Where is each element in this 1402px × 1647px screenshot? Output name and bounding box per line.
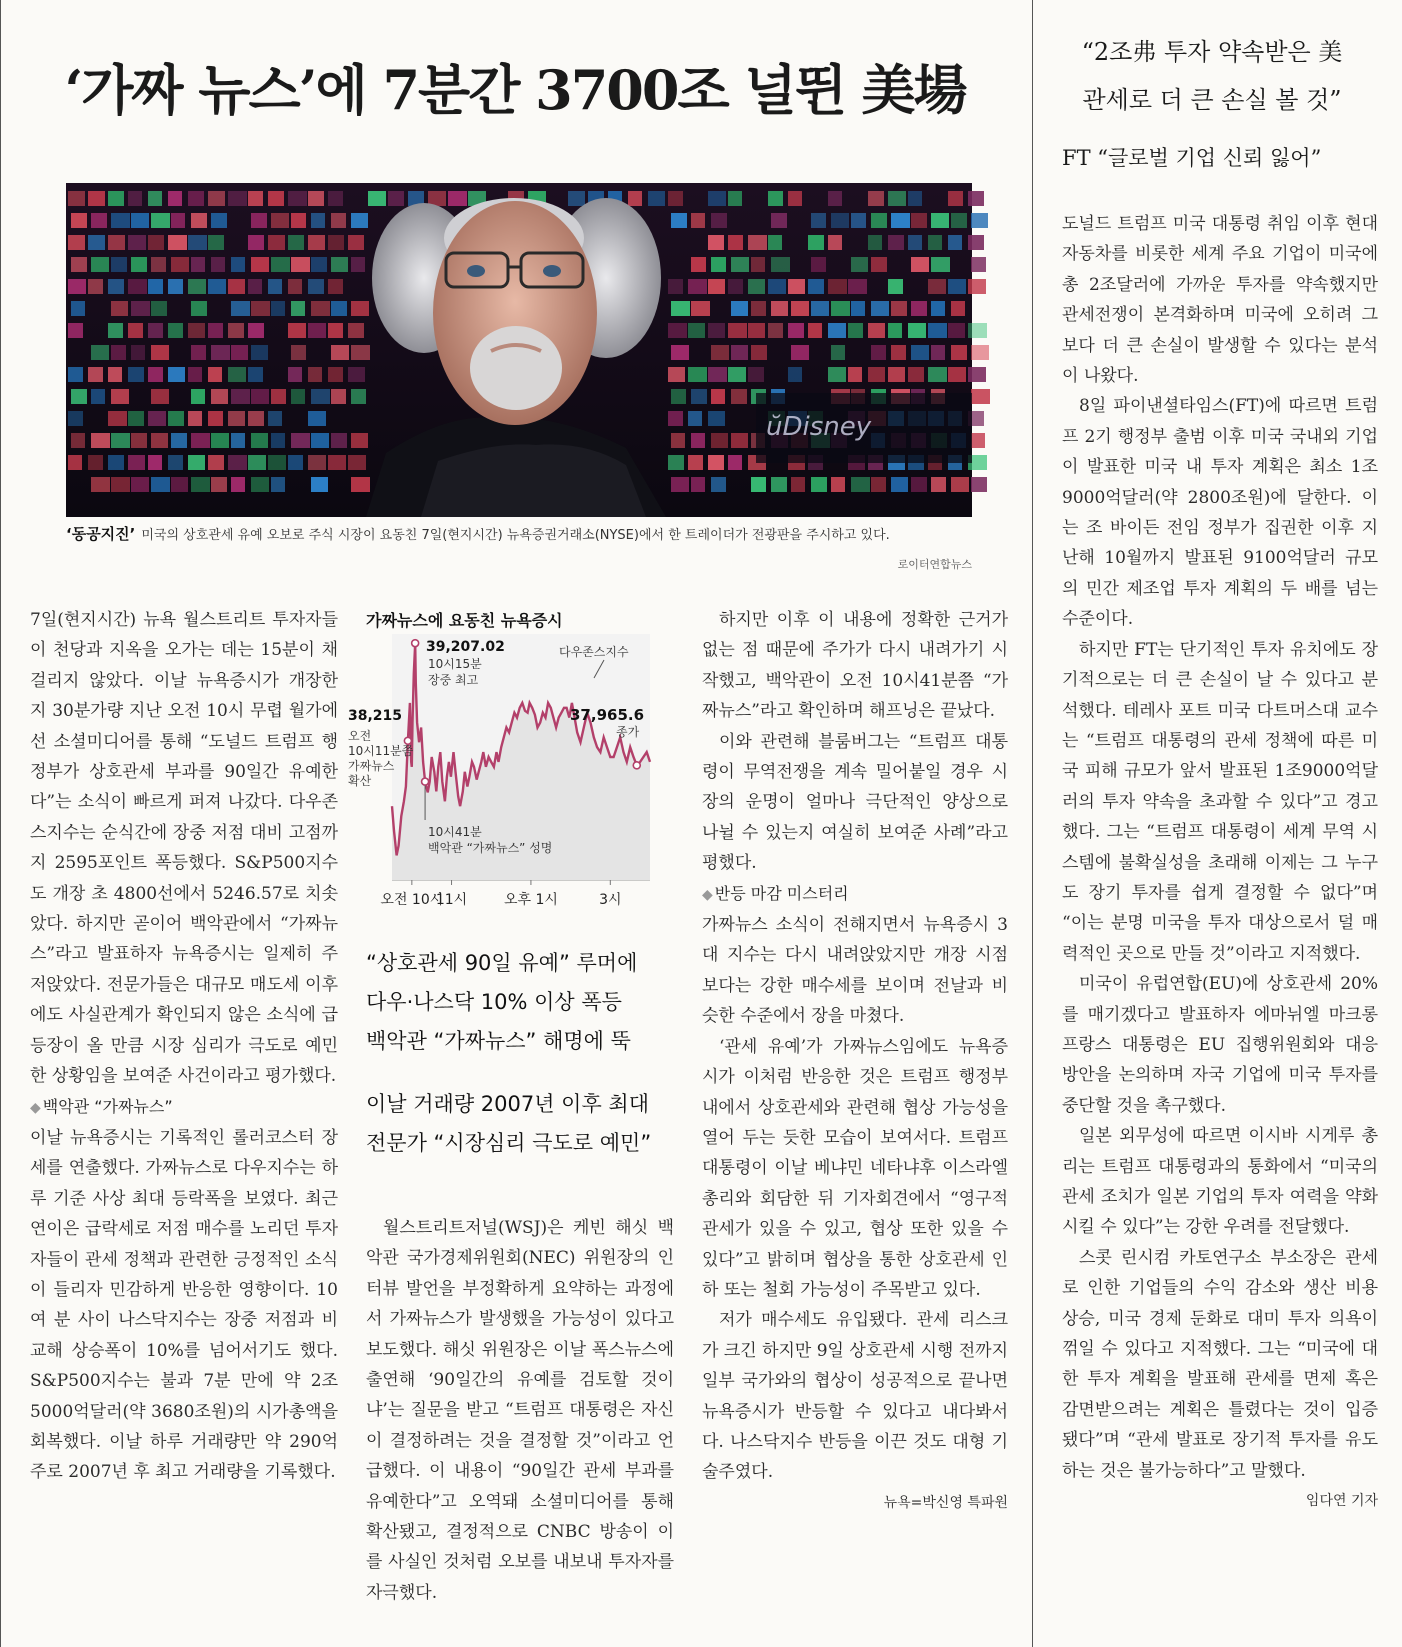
- headline: ‘가짜 뉴스’에 7분간 3700조 널뛴 美場: [64, 58, 966, 122]
- article-paragraph: 하지만 이후 이 내용에 정확한 근거가 없는 점 때문에 주가가 다시 내려가기 시작했고, 백악관이 오전 10시41분쯤 “가짜뉴스”라고 확인하며 해프닝은 끝났다.: [702, 610, 1008, 722]
- article-paragraph: 이날 뉴욕증시는 기록적인 롤러코스터 장세를 연출했다. 가짜뉴스로 다우지수는 하루 기준 사상 최대 등락폭을 보였다. 최근 연이은 급락세로 저점 매수를 노리던 투자자들이 관세 정책과 관련한 긍정적인 소식이 들리자 민감하게 반응한 영향이다. 10여 분 사이 나스닥지수는 장중 저점과 비교해 상승폭이 10%를 넘어서기도 했다. S&P500지수는 불과 7분 만에 약 2조5000억달러(약 3680조원)의 시가총액을 회복했다. 이날 하루 거래량만 약 290억 주로 2007년 후 최고 거래량을 기록했다.: [30, 1127, 338, 1483]
- article-paragraph: 일본 외무성에 따르면 이시바 시게루 총리는 트럼프 대통령과의 통화에서 “미국의 관세 조치가 일본 기업의 투자 여력을 약화시킬 수 있다”는 강한 우려를 전달했다.: [1062, 1126, 1378, 1238]
- dow-chart: [348, 630, 684, 924]
- diamond-icon: ◆: [30, 1099, 41, 1116]
- side-subheadline: FT “글로벌 기업 신뢰 잃어”: [1062, 146, 1322, 170]
- article-paragraph: 월스트리트저널(WSJ)은 케빈 해싯 백악관 국가경제위원회(NEC) 위원장의 인터뷰 발언을 부정확하게 요약하는 과정에서 가짜뉴스가 발생했을 가능성이 있다고 보도했다. 해싯 위원장은 이날 폭스뉴스에 출연해 ‘90일간의 유예를 검토할 것이냐’는 질문을 받고 “트럼프 대통령은 자신이 결정하려는 것을 결정할 것”이라고 언급했다. 이 내용이 “90일간 관세 부과를 유예한다”고 오역돼 소셜미디어를 통해 확산됐고, 결정적으로 CNBC 방송이 이를 사실인 것처럼 오보를 내보내 투자자를 자극했다.: [366, 1218, 674, 1603]
- byline: 뉴욕=박신영 특파원: [883, 1494, 1008, 1511]
- column-divider: [1032, 0, 1033, 1647]
- deck-line: 다우·나스닥 10% 이상 폭등: [366, 990, 622, 1014]
- diamond-icon: ◆: [702, 886, 713, 903]
- rumor-value-label: 38,215: [348, 708, 403, 724]
- chart-data-point: [412, 640, 419, 647]
- close-note-label: 종가: [616, 725, 640, 739]
- subheadline-deck: [366, 944, 686, 1163]
- x-tick-label: 오후 1시: [503, 892, 558, 908]
- article-paragraph: 스콧 린시컴 카토연구소 부소장은 관세로 인한 기업들의 수익 감소와 생산 비용 상승, 미국 경제 둔화로 대미 투자 의욕이 꺾일 수 있다고 지적했다. 그는 “미국에 대한 투자 계획을 발표해 관세를 면제 혹은 감면받으려는 계획은 틀렸다는 것이 입증됐다”며 “관세 발표로 장기적 투자를 유도하는 것은 불가능하다”고 말했다.: [1062, 1247, 1378, 1481]
- deck-line: 이날 거래량 2007년 이후 최대: [366, 1092, 650, 1116]
- article-paragraph: 도널드 트럼프 미국 대통령 취임 이후 현대자동차를 비롯한 세계 주요 기업이 미국에 총 2조달러에 가까운 투자를 약속했지만 관세전쟁이 본격화하며 미국에 오히려 그보다 더 큰 손실이 발생할 수 있다는 분석이 나왔다.: [1062, 214, 1378, 387]
- x-tick-label: 11시: [435, 892, 468, 908]
- chart-data-point: [633, 762, 640, 769]
- deck-line: “상호관세 90일 유예” 루머에: [366, 951, 638, 975]
- article-column-1: [30, 605, 338, 1488]
- denial-note-label: 백악관 “가짜뉴스” 성명: [428, 841, 553, 855]
- x-tick-label: 3시: [599, 892, 622, 908]
- left-page-edge: [0, 0, 1, 1647]
- article-paragraph: 미국이 유럽연합(EU)에 상호관세 20%를 매기겠다고 발표하자 에마뉘엘 마크롱 프랑스 대통령은 EU 집행위원회와 대응 방안을 논의하며 자국 기업에 미국 투자를 중단할 것을 촉구했다.: [1062, 974, 1378, 1116]
- article-paragraph: 하지만 FT는 단기적인 투자 유치에도 장기적으로는 더 큰 손실이 날 수 있다고 분석했다. 테레사 포트 미국 다트머스대 교수는 “트럼프 대통령의 관세 정책에 따른 미국 피해 규모가 앞서 발표된 1조9000억달러의 투자 약속을 초과할 수 있다”고 경고했다. 그는 “트럼프 대통령이 세계 무역 시스템에 불확실성을 초래해 이제는 그 누구도 장기 투자를 쉽게 결정할 수 없다”며 “이는 분명 미국을 투자 대상으로서 덜 매력적인 곳으로 만들 것”이라고 지적했다.: [1062, 639, 1378, 964]
- article-paragraph: ‘관세 유예’가 가짜뉴스임에도 뉴욕증시가 이처럼 반응한 것은 트럼프 행정부 내에서 상호관세와 관련해 협상 가능성을 열어 두는 듯한 모습이 보여서다. 트럼프 대통령이 이날 베냐민 네타냐후 이스라엘 총리와 회담한 뒤 기자회견에서 “영구적 관세가 있을 수 있고, 협상 또한 있을 수 있다”고 밝히며 협상을 통한 상호관세 인하 또는 철회 가능성이 주목받고 있다.: [702, 1036, 1008, 1300]
- rumor-time-label: 가짜뉴스: [348, 759, 395, 773]
- rumor-time-label: 오전: [348, 729, 372, 743]
- high-note-label: 장중 최고: [428, 673, 479, 687]
- denial-time-label: 10시41분: [428, 825, 482, 839]
- x-tick-label: 오전 10시: [380, 892, 444, 908]
- deck-line: 백악관 “가짜뉴스” 해명에 뚝: [366, 1029, 631, 1053]
- photo-caption: [66, 523, 972, 547]
- chart-legend: 다우존스지수: [559, 645, 629, 659]
- article-paragraph: 8일 파이낸셜타임스(FT)에 따르면 트럼프 2기 행정부 출범 이후 미국 국내외 기업이 발표한 미국 내 투자 계획은 최소 1조9000억달러(약 2800조원)에 달한다. 이는 조 바이든 전임 정부가 집권한 이후 지난해 10월까지 발표된 9100억달러 규모의 민간 제조업 투자 계획의 두 배를 넘는 수준이다.: [1062, 396, 1378, 630]
- high-time-label: 10시15분: [428, 657, 482, 671]
- close-value-label: 37,965.6: [570, 706, 645, 724]
- chart-title: 가짜뉴스에 요동친 뉴욕증시: [366, 611, 563, 630]
- byline: 임다연 기자: [1305, 1493, 1378, 1510]
- article-column-2: [366, 1213, 674, 1608]
- high-value-label: 39,207.02: [426, 639, 505, 655]
- subheading: ◆ 백악관 “가짜뉴스”: [30, 1096, 173, 1116]
- article-paragraph: 저가 매수세도 유입됐다. 관세 리스크가 크긴 하지만 9일 상호관세 시행 전까지 일부 국가와의 협상이 성공적으로 끝나면 뉴욕증시가 반등할 수 있다고 내다봐서다. 나스닥지수 반등을 이끈 것도 대형 기술주였다.: [702, 1310, 1009, 1483]
- side-headline: “2조弗 투자 약속받은 美 관세로 더 큰 손실 볼 것”: [1081, 38, 1343, 114]
- article-paragraph: 7일(현지시간) 뉴욕 월스트리트 투자자들이 천당과 지옥을 오가는 데는 15분이 채 걸리지 않았다. 이날 뉴욕증시가 개장한 지 30분가량 지난 오전 10시 무렵 월가에선 소셜미디어를 통해 “도널드 트럼프 행정부가 상호관세 부과를 90일간 유예한다”는 소식이 빠르게 퍼져 나갔다. 다우존스지수는 순식간에 장중 저점 대비 고점까지 2595포인트 폭등했다. S&P500지수도 개장 초 4800선에서 5246.57로 치솟았다. 하지만 곧이어 백악관에서 “가짜뉴스”라고 발표하자 뉴욕증시는 일제히 주저앉았다. 전문가들은 대규모 매도세 이후에도 사실관계가 확인되지 않은 소식에 급등장이 올 만큼 시장 심리가 극도로 예민한 상황임을 보여준 사건이라고 평가했다.: [30, 610, 338, 1087]
- photo-credit: 로이터연합뉴스: [897, 558, 972, 571]
- subheading: ◆ 반등 마감 미스터리: [702, 883, 849, 903]
- caption-label: ‘동공지진’: [66, 525, 136, 543]
- article-paragraph: 가짜뉴스 소식이 전해지면서 뉴욕증시 3대 지수는 다시 내려앉았지만 개장 시점보다는 강한 매수세를 보이며 전날과 비슷한 수준에서 장을 마쳤다.: [702, 915, 1008, 1027]
- article-column-3: [702, 605, 1008, 1518]
- chart-data-point: [422, 778, 429, 785]
- side-article-column: [1062, 209, 1378, 1516]
- rumor-time-label: 10시11분쯤: [348, 744, 414, 758]
- caption-text: 미국의 상호관세 유예 오보로 주식 시장이 요동친 7일(현지시간) 뉴욕증권거래소(NYSE)에서 한 트레이더가 전광판을 주시하고 있다.: [141, 528, 890, 543]
- article-paragraph: 이와 관련해 블룸버그는 “트럼프 대통령이 무역전쟁을 계속 밀어붙일 경우 시장의 운명이 얼마나 극단적인 양상으로 나뉠 수 있는지 여실히 보여준 사례”라고 평했다.: [702, 731, 1008, 874]
- rumor-time-label: 확산: [348, 774, 372, 788]
- news-photo: [66, 183, 972, 517]
- svg-text:ŭDisney: ŭDisney: [766, 412, 872, 442]
- deck-line: 전문가 “시장심리 극도로 예민”: [366, 1131, 652, 1155]
